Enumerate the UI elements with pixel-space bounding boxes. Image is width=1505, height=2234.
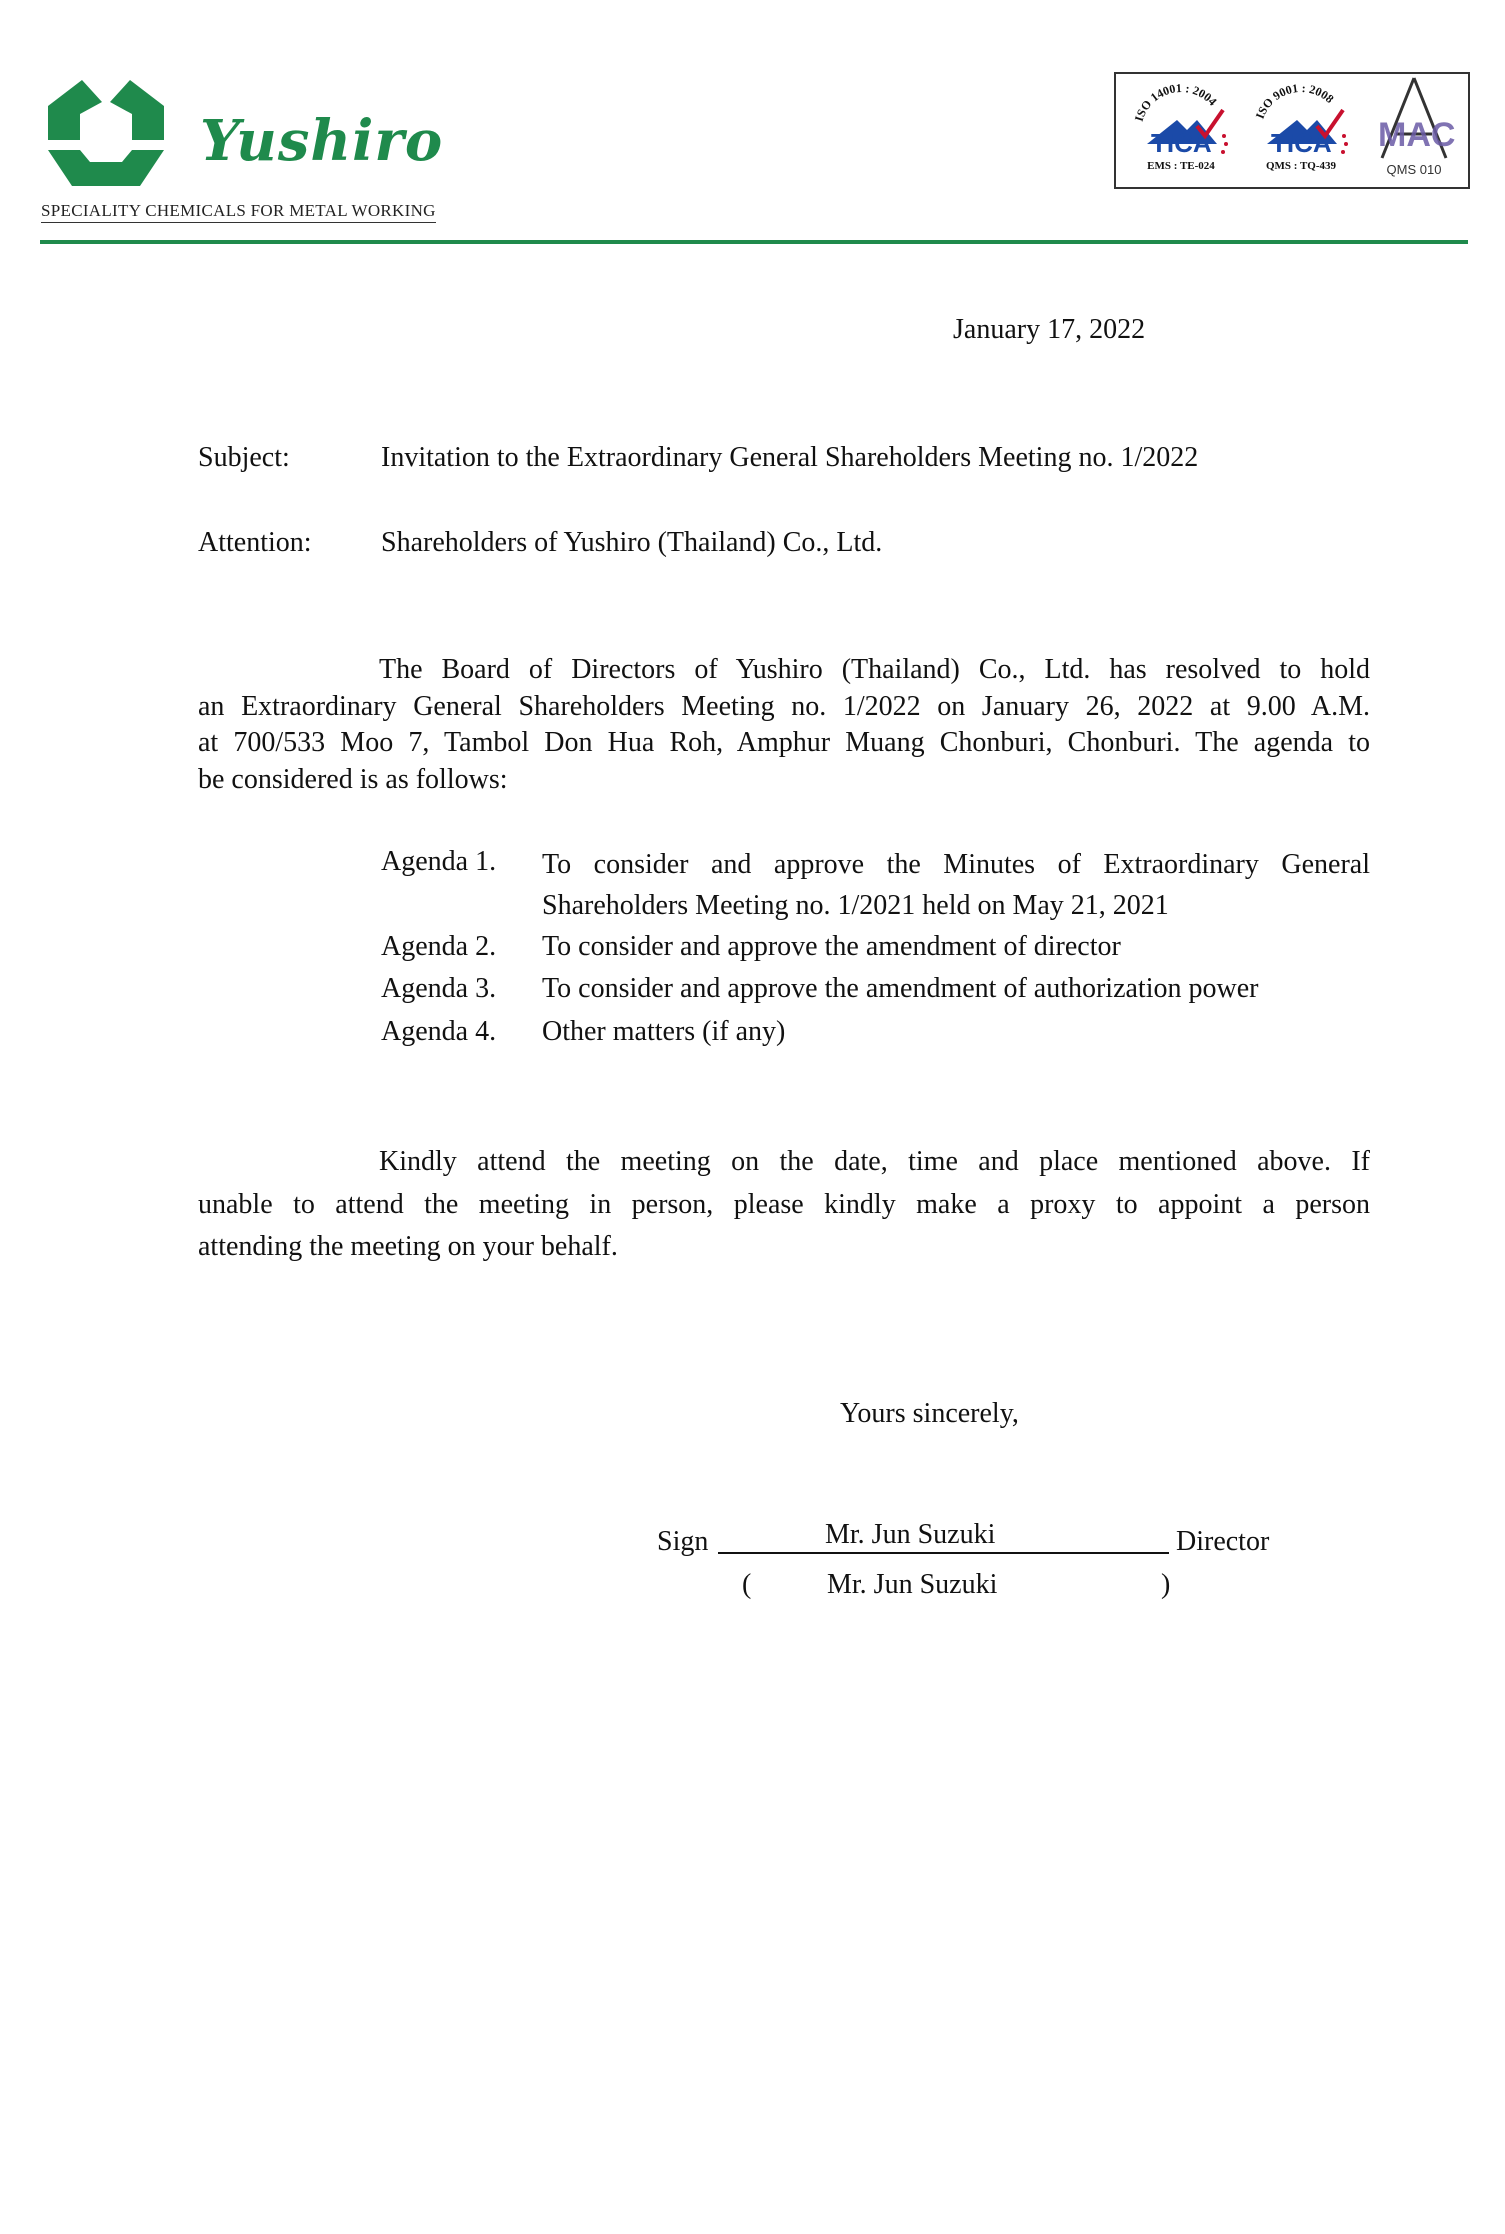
signatory-title: Director (1176, 1526, 1270, 1557)
agenda-label: Agenda 3. (381, 973, 497, 1004)
mac-caption: QMS 010 (1386, 162, 1442, 177)
agenda-item-2: To consider and approve the amendment of director (542, 931, 1121, 962)
tica-logo-text: TICA (1151, 128, 1212, 158)
subject-label: Subject: (198, 442, 290, 473)
iso-14001-arc-text: ISO 14001 : 2004 (1131, 80, 1220, 123)
iso-14001-caption: EMS : TE-024 (1147, 160, 1215, 172)
agenda-item-3: To consider and approve the amendment of authorization power (542, 973, 1259, 1004)
company-logo-mark (40, 70, 172, 190)
agenda-label: Agenda 4. (381, 1016, 497, 1047)
attention-label: Attention: (198, 527, 312, 558)
letter-date: January 17, 2022 (953, 314, 1146, 345)
intro-paragraph (198, 652, 1370, 798)
certification-badges (1114, 72, 1470, 189)
brand-name: Yushiro (200, 108, 444, 174)
subject-text: Invitation to the Extraordinary General Shareholders Meeting no. 1/2022 (381, 442, 1199, 473)
agenda-item-4: Other matters (if any) (542, 1016, 786, 1047)
intro-line: at 700/533 Moo 7, Tambol Don Hua Roh, Amphur Muang Chonburi, Chonburi. The agenda to (198, 727, 1370, 758)
open-paren: ( (742, 1569, 752, 1600)
agenda-item-line: To consider and approve the Minutes of Extraordinary General (542, 849, 1370, 880)
iso-9001-caption: QMS : TQ-439 (1265, 160, 1337, 172)
iso-14001-badge (1126, 74, 1236, 187)
iso-9001-arc-text: ISO 9001 : 2008 (1252, 80, 1337, 121)
closing-line: Kindly attend the meeting on the date, time and place mentioned above. If (379, 1146, 1370, 1177)
agenda-label: Agenda 1. (381, 846, 497, 877)
agenda-item-line: Shareholders Meeting no. 1/2021 held on May 21, 2021 (542, 890, 1169, 921)
closing-paragraph (198, 1141, 1370, 1269)
agenda-item-1 (542, 844, 1370, 926)
mac-badge (1362, 74, 1466, 187)
company-tagline: SPECIALITY CHEMICALS FOR METAL WORKING (41, 201, 436, 223)
intro-line: an Extraordinary General Shareholders Meeting no. 1/2022 on January 26, 2022 at 9.00 A.M. (198, 690, 1370, 722)
close-paren: ) (1161, 1569, 1171, 1600)
sign-label: Sign (657, 1526, 709, 1557)
attention-text: Shareholders of Yushiro (Thailand) Co., Ltd. (381, 527, 883, 558)
valediction: Yours sincerely, (840, 1398, 1019, 1429)
mac-logo-text: MAC (1378, 116, 1456, 154)
header-divider (40, 240, 1468, 244)
intro-line: be considered is as follows: (198, 763, 508, 795)
closing-line: attending the meeting on your behalf. (198, 1231, 618, 1262)
printed-name: Mr. Jun Suzuki (827, 1569, 998, 1600)
iso-9001-badge (1246, 74, 1356, 187)
svg-text:ISO 9001 : 2008 (1253, 81, 1337, 121)
tica-logo-text: TICA (1271, 128, 1332, 158)
signature-name: Mr. Jun Suzuki (825, 1519, 996, 1550)
closing-line: unable to attend the meeting in person, please kindly make a proxy to appoint a person (198, 1188, 1370, 1220)
intro-line: The Board of Directors of Yushiro (Thailand) Co., Ltd. has resolved to hold (379, 654, 1370, 685)
agenda-label: Agenda 2. (381, 931, 497, 962)
svg-text:ISO 14001 : 2004 (1132, 81, 1220, 123)
